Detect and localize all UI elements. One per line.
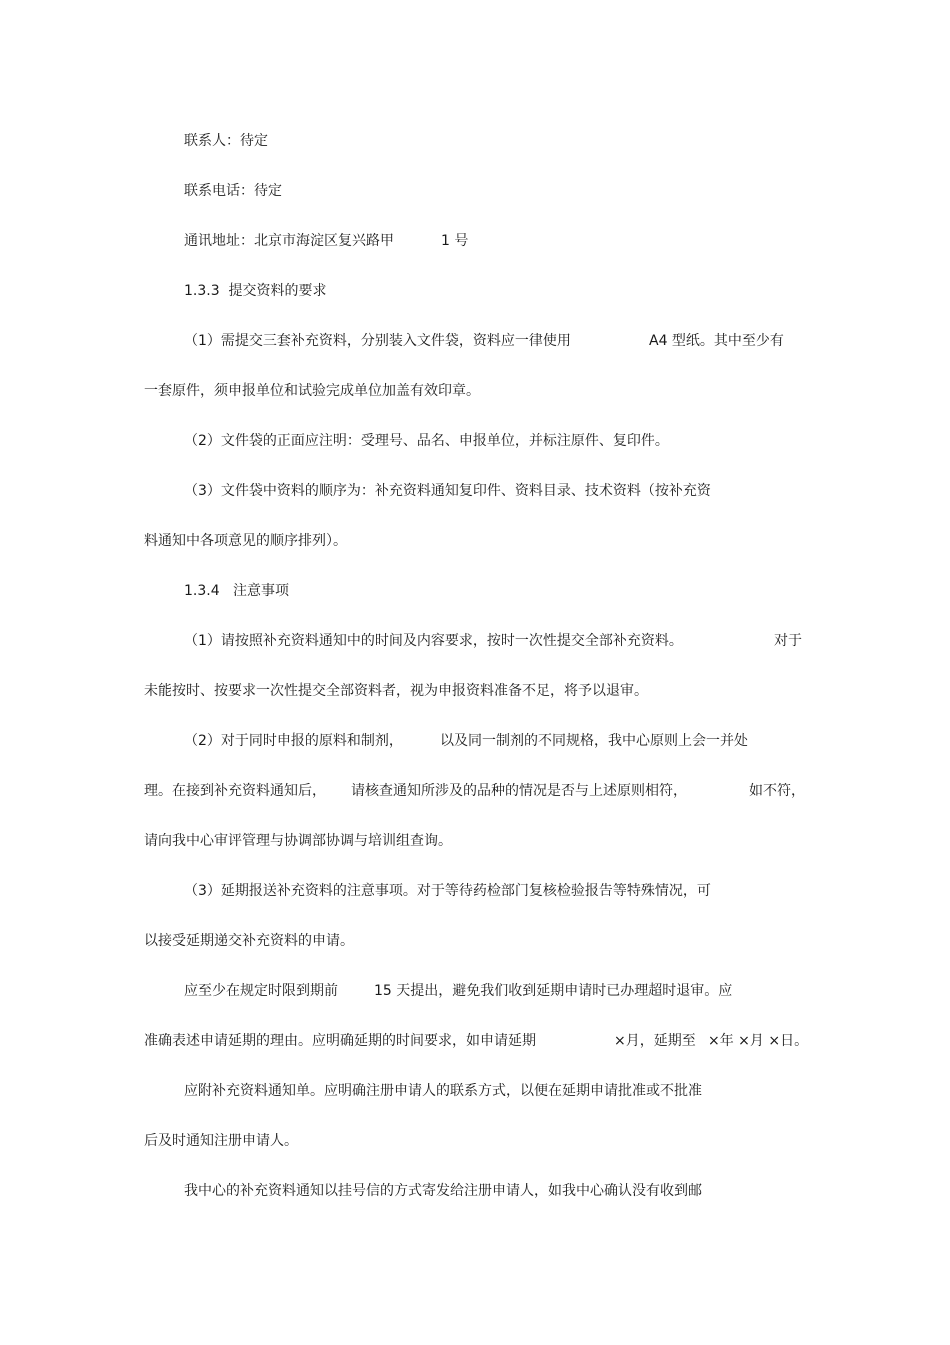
delay-text-e: ×年 ×月 ×日。: [708, 1033, 809, 1049]
mail-text: 我中心的补充资料通知以挂号信的方式寄发给注册申请人，如我中心确认没有收到邮: [184, 1183, 702, 1199]
note-1-tail: 对于: [774, 633, 802, 649]
note-2-continuation-b: 请核查通知所涉及的品种的情况是否与上述原则相符，: [351, 783, 687, 799]
address-number: 1 号: [441, 233, 469, 249]
requirement-3-continuation: 料通知中各项意见的顺序排列）。: [144, 533, 347, 549]
note-2-continuation-a: 理。在接到补充资料通知后，: [144, 783, 326, 799]
delay-text-a: 应至少在规定时限到期前: [184, 983, 338, 999]
requirement-1-text: （1）需提交三套补充资料，分别装入文件袋，资料应一律使用: [184, 333, 571, 349]
delay-text-c: 准确表述申请延期的理由。应明确延期的时间要求，如申请延期: [144, 1033, 536, 1049]
requirement-1-paper: A4 型纸。其中至少有: [649, 333, 784, 349]
note-2-text: （2）对于同时申报的原料和制剂，: [184, 733, 403, 749]
note-2-text-b: 以及同一制剂的不同规格，我中心原则上会一并处: [440, 733, 748, 749]
section-heading-1-3-3: 1.3.3 提交资料的要求: [184, 283, 327, 299]
delay-text-d: ×月，延期至: [614, 1033, 696, 1049]
note-2-continuation-c: 如不符，: [749, 783, 805, 799]
requirement-3-text: （3）文件袋中资料的顺序为：补充资料通知复印件、资料目录、技术资料（按补充资: [184, 483, 711, 499]
note-3-continuation: 以接受延期递交补充资料的申请。: [144, 933, 354, 949]
attach-continuation: 后及时通知注册申请人。: [144, 1133, 298, 1149]
contact-person: 联系人：待定: [184, 133, 268, 149]
address-text: 通讯地址：北京市海淀区复兴路甲: [184, 233, 394, 249]
delay-text-b: 15 天提出，避免我们收到延期申请时已办理超时退审。应: [374, 983, 733, 999]
note-1-continuation: 未能按时、按要求一次性提交全部资料者，视为申报资料准备不足，将予以退审。: [144, 683, 648, 699]
contact-phone: 联系电话：待定: [184, 183, 282, 199]
requirement-1-continuation: 一套原件，须申报单位和试验完成单位加盖有效印章。: [144, 383, 480, 399]
requirement-2-text: （2）文件袋的正面应注明：受理号、品名、申报单位，并标注原件、复印件。: [184, 433, 669, 449]
note-3-text: （3）延期报送补充资料的注意事项。对于等待药检部门复核检验报告等特殊情况，可: [184, 883, 711, 899]
note-1-text: （1）请按照补充资料通知中的时间及内容要求，按时一次性提交全部补充资料。: [184, 633, 683, 649]
note-2-continuation-d: 请向我中心审评管理与协调部协调与培训组查询。: [144, 833, 452, 849]
attach-text: 应附补充资料通知单。应明确注册申请人的联系方式，以便在延期申请批准或不批准: [184, 1083, 702, 1099]
section-heading-1-3-4: 1.3.4 注意事项: [184, 583, 289, 599]
